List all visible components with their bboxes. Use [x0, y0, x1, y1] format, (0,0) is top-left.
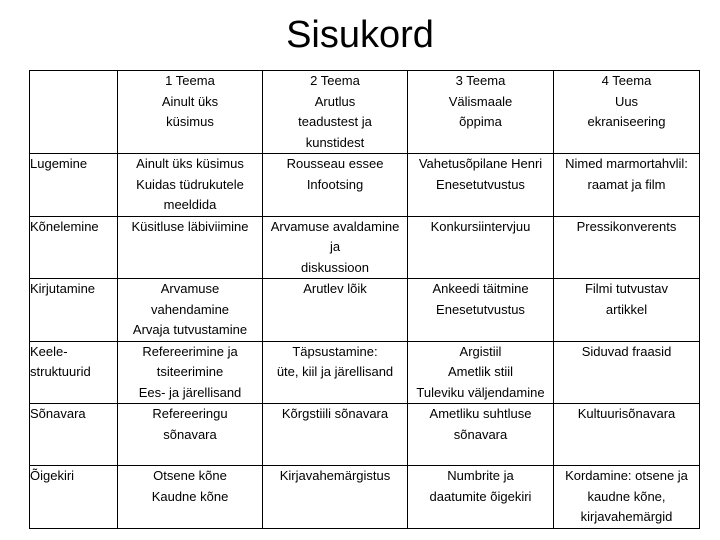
cell-line: Kaudne kõne [151, 488, 229, 504]
table-row-sonavara [30, 404, 700, 466]
table-cell [408, 279, 554, 342]
cell-line: Nimed marmortahvlil: [565, 156, 688, 171]
header-cell-theme-4 [554, 71, 700, 154]
header-line: küsimus [166, 114, 214, 129]
row-label [30, 216, 118, 279]
row-label-line: Kirjutamine [30, 281, 96, 296]
table-cell [118, 404, 263, 466]
cell-line: Ainult üks küsimus [136, 156, 244, 171]
cell-line: Filmi tutvustav [584, 281, 669, 296]
table-cell [408, 154, 554, 217]
header-line: Ainult üks [161, 93, 219, 109]
table-cell [263, 404, 408, 466]
table-row-lugemine [30, 154, 700, 217]
header-line: 4 Teema [601, 73, 652, 88]
cell-line: tsiteerimine [156, 364, 224, 379]
cell-line: raamat ja film [587, 176, 666, 192]
cell-line: Arvaja tutvustamine [132, 322, 248, 337]
table-cell [408, 341, 554, 404]
row-label [30, 279, 118, 342]
row-label [30, 404, 118, 466]
table-cell [118, 279, 263, 342]
row-label-line: Kõnelemine [30, 218, 99, 234]
table-cell [118, 466, 263, 529]
header-line: 1 Teema [165, 73, 215, 88]
header-line: teadustest ja [298, 114, 372, 129]
cell-line: artikkel [605, 301, 648, 317]
cell-line: Otsene kõne [153, 468, 227, 483]
cell-line: Siduvad fraasid [581, 343, 672, 359]
cell-line: Enesetutvustus [436, 176, 525, 192]
cell-line: Argistiil [459, 343, 502, 359]
cell-line: vahendamine [150, 301, 230, 317]
cell-line: Ankeedi täitmine [432, 281, 529, 296]
table-row-keelestruktuurid [30, 341, 700, 404]
row-label-line: struktuurid [30, 364, 91, 379]
cell-line: Rousseau essee [286, 156, 384, 171]
cell-line: ja [329, 239, 341, 254]
table-cell [408, 216, 554, 279]
header-line: Uus [614, 93, 639, 109]
row-label-line: Sõnavara [30, 406, 86, 421]
row-label [30, 154, 118, 217]
cell-line: Kuidas tüdrukutele [136, 176, 244, 192]
cell-line: Täpsustamine: [292, 343, 378, 359]
table-cell [554, 216, 700, 279]
table-row-konelemine [30, 216, 700, 279]
table-cell [408, 466, 554, 529]
header-line: Arutlus [314, 93, 356, 109]
row-label-line: Keele- [30, 343, 68, 359]
cell-line: Pressikonverents [576, 218, 677, 234]
cell-line: Infootsing [306, 176, 364, 192]
table-cell [554, 466, 700, 529]
cell-line: Arvamuse [160, 281, 220, 296]
header-cell-theme-1 [118, 71, 263, 154]
cell-line: Tuleviku väljendamine [416, 384, 545, 400]
cell-line: Numbrite ja [447, 468, 514, 483]
header-line: ekraniseering [587, 114, 666, 129]
cell-line: Kultuurisõnavara [577, 406, 676, 421]
table-cell [263, 341, 408, 404]
table-cell [263, 154, 408, 217]
table-cell [118, 341, 263, 404]
table-cell [554, 279, 700, 342]
cell-line: kaudne kõne, [587, 488, 666, 504]
header-cell-theme-3 [408, 71, 554, 154]
table-cell [408, 404, 554, 466]
row-label [30, 466, 118, 529]
table-row-oigekiri [30, 466, 700, 529]
header-line: õppima [459, 114, 502, 129]
cell-line: Refereerimine ja [142, 343, 238, 359]
cell-line: sõnavara [163, 426, 217, 442]
cell-line: kirjavahemärgid [580, 509, 673, 524]
corner-cell [30, 71, 118, 154]
cell-line: üte, kiil ja järellisand [276, 364, 394, 379]
table-row-kirjutamine [30, 279, 700, 342]
curriculum-table [29, 70, 700, 529]
row-label-line: Õigekiri [30, 468, 75, 483]
table-cell [118, 154, 263, 217]
cell-line: Vahetusõpilane Henri [418, 156, 543, 171]
cell-line: Ees- ja järellisand [138, 384, 242, 400]
row-label [30, 341, 118, 404]
row-label-line: Lugemine [30, 156, 88, 171]
cell-line: Arvamuse avaldamine [270, 218, 400, 234]
header-line: 3 Teema [455, 73, 506, 88]
table-cell [554, 404, 700, 466]
cell-line: Kõrgstiili sõnavara [281, 406, 389, 421]
page-title: Sisukord [286, 14, 434, 56]
cell-line: Ametliku suhtluse [429, 406, 532, 421]
table-cell [263, 216, 408, 279]
table-cell [554, 154, 700, 217]
table-cell [263, 466, 408, 529]
table-cell [263, 279, 408, 342]
cell-line: diskussioon [301, 259, 369, 275]
cell-line: Refereeringu [152, 406, 228, 421]
cell-line: Kirjavahemärgistus [279, 468, 391, 483]
cell-line: Ametlik stiil [447, 364, 513, 379]
header-line: 2 Teema [310, 73, 360, 88]
header-cell-theme-2 [263, 71, 408, 154]
cell-line: meeldida [163, 197, 217, 212]
cell-line: sõnavara [453, 426, 508, 442]
cell-line: daatumite õigekiri [429, 488, 532, 504]
cell-line: Konkursiintervjuu [430, 218, 531, 234]
header-line: Välismaale [448, 93, 513, 109]
table-cell [554, 341, 700, 404]
cell-line: Arutlev lõik [303, 281, 367, 296]
table-cell [118, 216, 263, 279]
header-row [30, 71, 700, 154]
cell-line: Kordamine: otsene ja [565, 468, 688, 483]
cell-line: Enesetutvustus [436, 301, 525, 317]
header-line: kunstidest [305, 134, 365, 150]
cell-line: Küsitluse läbiviimine [131, 218, 249, 234]
